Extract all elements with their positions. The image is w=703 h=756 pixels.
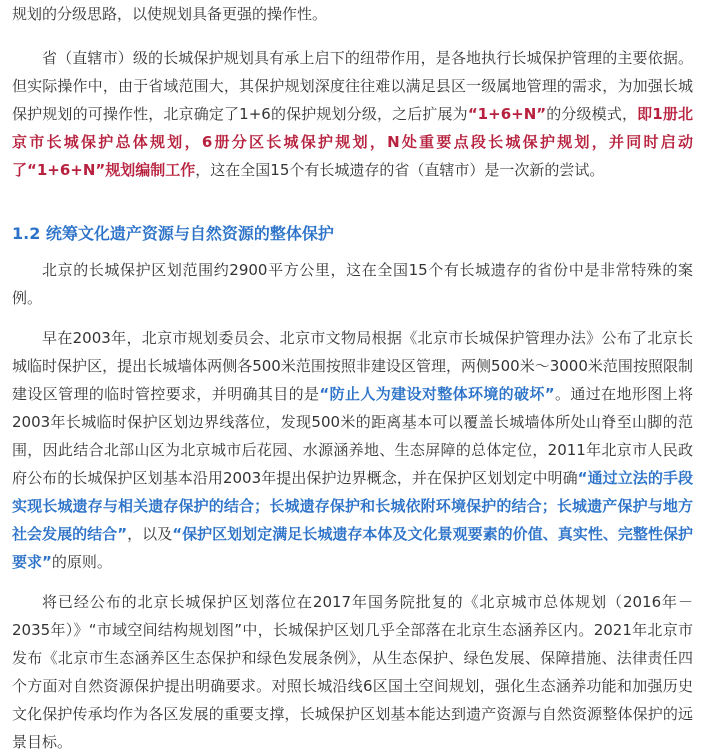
- highlight-text: 即1册北京市长城保护总体规划，6册分区长城保护规划，N处重要点段长城保护规划，并同时启动了“1+6+N”规划编制工作: [12, 105, 693, 179]
- paragraph-planning-levels: [12, 44, 693, 184]
- highlight-text: “保护区划划定满足长城遗存本体及文化景观要素的价值、真实性、完整性保护要求”: [12, 525, 693, 571]
- paragraph-text: ，以及: [127, 525, 173, 543]
- paragraph-text: 。通过在地形图上将2003年长城临时保护区划边界线落位，发现500米的距离基本可以覆盖长城墙体所处山脊至山脚的范围，因此结合北部山区为北京城市后花园、水源涵养地、生态屏障的总体定位，2011年北京市人民政府公布的长城保护区划基本沿用2003年提出保护边界概念，并在保护区划划定中明确: [12, 385, 693, 487]
- paragraph-ecology: 将已经公布的北京长城保护区划落位在2017年国务院批复的《北京城市总体规划（2016年－2035年）》“市域空间结构规划图”中，长城保护区划几乎全部落在北京生态涵养区内。2021年北京市发布《北京市生态涵养区生态保护和绿色发展条例》，从生态保护、绿色发展、保障措施、法律责任四个方面对自然资源保护提出明确要求。对照长城沿线6区国土空间规划，强化生态涵养功能和加强历史文化保护传承均作为各区发展的重要支撑，长城保护区划基本能达到遗产资源与自然资源整体保护的远景目标。: [12, 593, 693, 751]
- highlight-text: “防止人为建设对整体环境的破坏”: [319, 385, 555, 403]
- paragraph-text: 的分级模式，: [546, 105, 638, 123]
- section-number: 1.2: [12, 224, 41, 243]
- paragraph-continuation: 规划的分级思路，以使规划具备更强的操作性。: [12, 5, 328, 23]
- paragraph-text: 省（直辖市）级的长城保护规划具有承上启下的纽带作用，是各地执行长城保护管理的主要依据。但实际操作中，由于省域范围大，其保护规划深度往往难以满足县区一级属地管理的需求，为加强长城保护规划的可操作性，北京确定了1+6的保护规划分级，之后扩展为: [12, 49, 693, 123]
- section-heading: [12, 220, 693, 248]
- highlight-text: “通过立法的手段实现长城遗存与相关遗存保护的结合；长城遗存保护和长城依附环境保护的结合；长城遗产保护与地方社会发展的结合”: [12, 469, 693, 543]
- paragraph-text: 早在2003年，北京市规划委员会、北京市文物局根据《北京市长城保护管理办法》公布了北京长城临时保护区，提出长城墙体两侧各500米范围按照非建设区管理，两侧500米～3000米范围按照限制建设区管理的临时管控要求，并明确其目的是: [12, 329, 693, 403]
- paragraph-text: ，这在全国15个有长城遗存的省（直辖市）是一次新的尝试。: [195, 161, 605, 179]
- paragraph-text: 的原则。: [51, 553, 112, 571]
- paragraph-history: [12, 324, 693, 576]
- paragraph-area: 北京的长城保护区划范围约2900平方公里，这在全国15个有长城遗存的省份中是非常特殊的案例。: [12, 261, 693, 307]
- section-title: 统筹文化遗产资源与自然资源的整体保护: [45, 224, 334, 243]
- highlight-text: “1+6+N”: [467, 105, 547, 123]
